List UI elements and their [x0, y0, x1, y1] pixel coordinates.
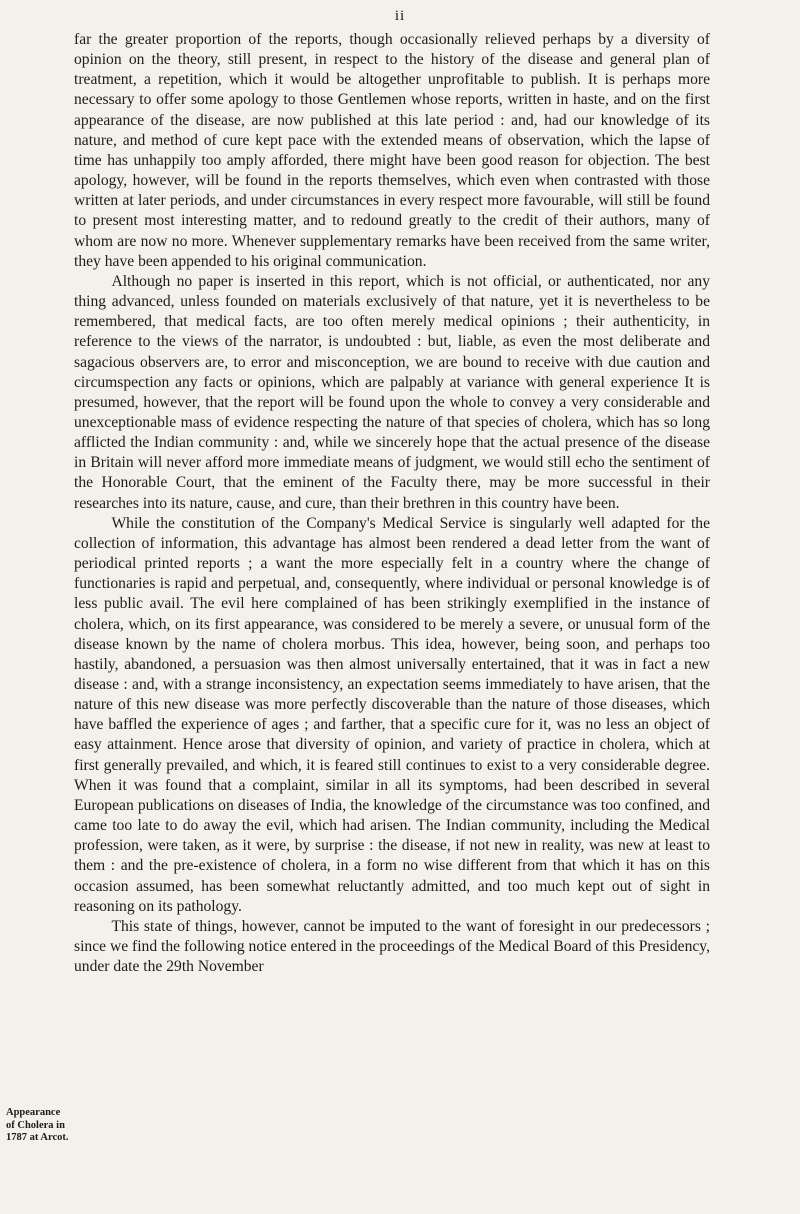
body-text: [74, 30, 710, 977]
paragraph: far the greater proportion of the reports, though occasionally relieved perhaps by a diversity of opinion on the theory, still present, in respect to the history of the disease and general plan of treatment, a repetition, which it would be altogether unprofitable to publish. It is perhaps more necessary to offer some apology to those Gentlemen whose reports, written in haste, and on the first appearance of the disease, are now published at this late period : and, had our knowledge of its nature, and method of cure kept pace with the extended means of observation, which the lapse of time has unhappily too amply afforded, there might have been good reason for objection. The best apology, however, will be found in the reports themselves, which even when contrasted with those written at later periods, and under circumstances in every respect more favourable, will still be found to present most interesting matter, and to redound greatly to the credit of their authors, many of whom are now no more. Whenever supplementary remarks have been received from the same writer, they have been appended to his original communication.: [74, 31, 710, 270]
paragraph: Although no paper is inserted in this report, which is not official, or authenticated, nor any thing advanced, unless founded on materials exclusively of that nature, yet it is nevertheless to be remembered, that medical facts, are too often merely medical opinions ; their authenticity, in reference to the views of the narrator, is undoubted : but, liable, as even the most deliberate and sagacious observers are, to error and misconception, we are bound to receive with due caution and circumspection any facts or opinions, which are palpably at variance with general experience It is presumed, however, that the report will be found upon the whole to convey a very considerable and unexceptionable mass of evidence respecting the nature of that species of cholera, which has so long afflicted the Indian community : and, while we sincerely hope that the actual presence of the disease in Britain will never afford more immediate means of judgment, we would still echo the sentiment of the Honorable Court, that the eminent of the Faculty there, may be more successful in their researches into its nature, cause, and cure, than their brethren in this country have been.: [74, 272, 710, 512]
paragraph: This state of things, however, cannot be imputed to the want of foresight in our predecessors ; since we find the following notice entered in the proceedings of the Medical Board of this Presidency, under date the 29th November: [74, 917, 710, 976]
margin-note: Appearance of Cholera in 1787 at Arcot.: [6, 1107, 69, 1143]
paragraph: While the constitution of the Company's Medical Service is singularly well adapted for the collection of information, this advantage has almost been rendered a dead letter from the want of periodical printed reports ; a want the more especially felt in a country where the change of functionaries is rapid and perpetual, and, consequently, where individual or personal knowledge is of less public avail. The evil here complained of has been strikingly exemplified in the instance of cholera, which, on its first appearance, was considered to be merely a severe, or unusual form of the disease known by the name of cholera morbus. This idea, however, being soon, and perhaps too hastily, abandoned, a persuasion was then almost universally entertained, that it was in fact a new disease : and, with a strange inconsistency, an expectation seems immediately to have arisen, that the nature of this new disease was more perfectly discoverable than the nature of those diseases, which have baffled the experience of ages ; and farther, that a specific cure for it, was no less an object of easy attainment. Hence arose that diversity of opinion, and variety of practice in cholera, which at first generally prevailed, and which, it is feared still continues to exist to a very considerable degree. When it was found that a complaint, similar in all its symptoms, had been described in several European publications on diseases of India, the knowledge of the circumstance was too confined, and came too late to do away the evil, which had arisen. The Indian community, including the Medical profession, were taken, as it were, by surprise : the disease, if not new in reality, was new at least to them : and the pre-existence of cholera, in a form no wise different from that which it has on this occasion assumed, has been somewhat reluctantly admitted, and too much kept out of sight in reasoning on its pathology.: [74, 514, 710, 915]
page-number: ii: [394, 8, 406, 24]
